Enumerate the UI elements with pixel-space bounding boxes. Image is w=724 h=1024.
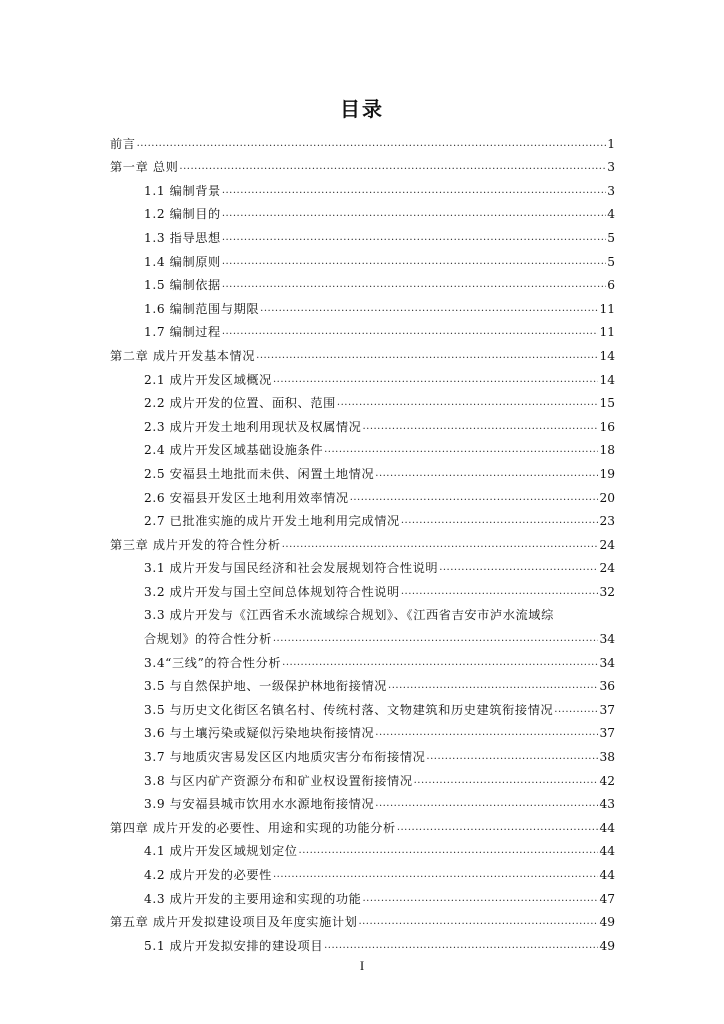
toc-leader-dots — [256, 349, 598, 364]
toc-section-entry[interactable] — [110, 883, 615, 907]
toc-entry-label: 2.4 成片开发区域基础设施条件 — [144, 443, 324, 458]
toc-entry-page-number: 4 — [607, 207, 615, 222]
toc-entry-label: 前言 — [110, 136, 136, 151]
toc-entry-page-number: 1 — [607, 136, 615, 151]
toc-section-entry[interactable] — [110, 293, 615, 317]
toc-section-entry[interactable] — [110, 553, 615, 577]
toc-entry-page-number: 6 — [607, 278, 615, 293]
toc-entry-label: 3.6 与土壤污染或疑似污染地块衔接情况 — [144, 726, 375, 741]
toc-section-entry[interactable] — [110, 199, 615, 223]
toc-entry-page-number: 44 — [599, 868, 615, 882]
toc-leader-dots — [282, 656, 598, 671]
toc-entry-page-number: 11 — [599, 325, 615, 340]
toc-section-entry[interactable] — [110, 671, 615, 695]
toc-chapter-entry[interactable] — [110, 152, 615, 176]
toc-entry-label: 第五章 成片开发拟建设项目及年度实施计划 — [110, 915, 358, 930]
toc-entry-label: 2.3 成片开发土地利用现状及权属情况 — [144, 419, 362, 434]
toc-entry-label: 5.1 成片开发拟安排的建设项目 — [144, 938, 324, 953]
toc-entry-label: 1.7 编制过程 — [144, 325, 221, 340]
toc-entry-label: 1.4 编制原则 — [144, 254, 221, 269]
toc-entry-label: 3.8 与区内矿产资源分布和矿业权设置衔接情况 — [144, 773, 413, 788]
toc-leader-dots — [426, 750, 598, 765]
toc-section-entry[interactable] — [110, 458, 615, 482]
toc-section-entry[interactable] — [110, 765, 615, 789]
toc-chapter-entry[interactable] — [110, 529, 615, 553]
toc-section-entry[interactable] — [110, 317, 615, 341]
toc-leader-dots — [401, 514, 599, 529]
toc-leader-dots — [222, 255, 606, 270]
toc-entry-page-number: 15 — [599, 396, 615, 411]
toc-chapter-entry[interactable] — [110, 907, 615, 931]
toc-entry-page-number: 5 — [607, 230, 615, 245]
toc-entry-page-number: 37 — [599, 726, 615, 741]
toc-leader-dots — [375, 797, 598, 812]
toc-section-entry[interactable] — [110, 718, 615, 742]
toc-section-entry[interactable] — [110, 600, 615, 624]
toc-leader-dots — [324, 443, 598, 458]
toc-section-entry[interactable] — [110, 364, 615, 388]
toc-leader-dots — [137, 137, 607, 152]
toc-entry-page-number: 34 — [599, 632, 615, 647]
toc-entry-page-number: 11 — [599, 301, 615, 316]
toc-entry-label: 4.1 成片开发区域规划定位 — [144, 844, 298, 859]
toc-leader-dots — [362, 420, 598, 435]
toc-entry-label: 1.3 指导思想 — [144, 230, 221, 245]
toc-section-entry[interactable] — [110, 859, 615, 883]
page-number: I — [359, 958, 365, 973]
toc-chapter-entry[interactable] — [110, 340, 615, 364]
toc-section-entry[interactable] — [110, 694, 615, 718]
toc-entry-page-number: 32 — [599, 584, 615, 599]
toc-leader-dots — [375, 726, 598, 741]
toc-section-entry[interactable] — [110, 789, 615, 813]
toc-leader-dots — [299, 844, 599, 859]
toc-entry-label: 3.2 成片开发与国土空间总体规划符合性说明 — [144, 584, 400, 599]
table-of-contents — [110, 128, 615, 954]
toc-section-entry[interactable] — [110, 623, 615, 647]
toc-entry-page-number: 43 — [599, 797, 615, 812]
toc-entry-label: 3.3 成片开发与《江西省禾水流域综合规划》、《江西省吉安市泸水流域综 — [144, 608, 554, 623]
toc-entry-page-number: 34 — [599, 655, 615, 670]
toc-entry-page-number: 49 — [599, 915, 615, 930]
toc-leader-dots — [375, 467, 598, 482]
toc-entry-label: 2.1 成片开发区域概况 — [144, 372, 272, 387]
toc-leader-dots — [388, 679, 598, 694]
toc-entry-page-number: 3 — [607, 183, 615, 198]
toc-leader-dots — [358, 915, 598, 930]
toc-entry-label: 1.5 编制依据 — [144, 278, 221, 293]
toc-entry-page-number: 36 — [599, 679, 615, 694]
toc-section-entry[interactable] — [110, 506, 615, 530]
toc-section-entry[interactable] — [110, 741, 615, 765]
toc-entry-page-number: 18 — [599, 443, 615, 458]
toc-entry-label: 2.7 已批准实施的成片开发土地利用完成情况 — [144, 514, 400, 529]
toc-section-entry[interactable] — [110, 435, 615, 459]
toc-entry-label: 3.1 成片开发与国民经济和社会发展规划符合性说明 — [144, 561, 439, 576]
toc-section-entry[interactable] — [110, 246, 615, 270]
toc-leader-dots — [260, 302, 598, 317]
toc-entry-label: 3.9 与安福县城市饮用水水源地衔接情况 — [144, 797, 375, 812]
toc-leader-dots — [337, 396, 599, 411]
toc-entry-page-number: 49 — [599, 938, 615, 953]
toc-entry-label: 2.2 成片开发的位置、面积、范围 — [144, 396, 336, 411]
toc-entry-page-number: 14 — [599, 348, 615, 363]
toc-leader-dots — [222, 278, 606, 293]
toc-entry-page-number: 38 — [599, 750, 615, 765]
toc-entry-page-number: 3 — [607, 160, 615, 175]
toc-leader-dots — [397, 821, 599, 836]
toc-section-entry[interactable] — [110, 222, 615, 246]
toc-leader-dots — [222, 325, 599, 340]
toc-entry-label: 3.7 与地质灾害易发区区内地质灾害分布衔接情况 — [144, 750, 426, 765]
toc-leader-dots — [350, 491, 599, 506]
toc-entry-label: 4.2 成片开发的必要性 — [144, 868, 272, 882]
toc-title: 目录 — [340, 97, 384, 121]
toc-entry-label: 合规划》的符合性分析 — [144, 632, 272, 647]
toc-entry-page-number: 47 — [599, 891, 615, 906]
toc-leader-dots — [222, 184, 606, 199]
toc-entry-label: 3.5 与自然保护地、一级保护林地衔接情况 — [144, 679, 388, 694]
toc-section-entry[interactable] — [110, 175, 615, 199]
toc-entry-label: 第三章 成片开发的符合性分析 — [110, 537, 281, 552]
toc-entry-label: 第四章 成片开发的必要性、用途和实现的功能分析 — [110, 820, 396, 835]
toc-entry-page-number: 23 — [599, 514, 615, 529]
toc-entry-page-number: 24 — [599, 537, 615, 552]
toc-section-entry[interactable] — [110, 576, 615, 600]
toc-leader-dots — [222, 207, 606, 222]
toc-leader-dots — [273, 632, 599, 647]
toc-leader-dots — [414, 774, 599, 789]
toc-section-entry[interactable] — [110, 836, 615, 860]
toc-entry-label: 3.4“三线”的符合性分析 — [144, 655, 282, 670]
toc-entry-label: 第二章 成片开发基本情况 — [110, 348, 256, 363]
toc-leader-dots — [273, 373, 599, 388]
toc-entry-page-number: 42 — [599, 773, 615, 788]
toc-section-entry[interactable] — [110, 647, 615, 671]
toc-leader-dots — [401, 585, 599, 600]
toc-entry-label: 第一章 总则 — [110, 160, 179, 175]
toc-leader-dots — [362, 892, 598, 907]
toc-entry-label: 4.3 成片开发的主要用途和实现的功能 — [144, 891, 362, 906]
toc-entry-page-number: 14 — [599, 372, 615, 387]
toc-entry-page-number: 44 — [599, 820, 615, 835]
toc-entry-label: 1.2 编制目的 — [144, 207, 221, 222]
toc-leader-dots — [179, 160, 606, 175]
toc-leader-dots — [554, 703, 598, 718]
toc-entry-page-number: 44 — [599, 844, 615, 859]
toc-entry-page-number: 37 — [599, 702, 615, 717]
toc-section-entry[interactable] — [110, 482, 615, 506]
toc-chapter-entry[interactable] — [110, 128, 615, 152]
toc-entry-page-number: 24 — [599, 561, 615, 576]
toc-chapter-entry[interactable] — [110, 812, 615, 836]
toc-entry-page-number: 19 — [599, 466, 615, 481]
toc-entry-label: 1.1 编制背景 — [144, 183, 221, 198]
toc-entry-page-number: 20 — [599, 490, 615, 505]
toc-section-entry[interactable] — [110, 388, 615, 412]
toc-entry-label: 2.5 安福县土地批而未供、闲置土地情况 — [144, 466, 375, 481]
toc-entry-label: 2.6 安福县开发区土地利用效率情况 — [144, 490, 349, 505]
toc-section-entry[interactable] — [110, 270, 615, 294]
toc-leader-dots — [439, 561, 598, 576]
toc-section-entry[interactable] — [110, 930, 615, 954]
toc-entry-page-number: 16 — [599, 419, 615, 434]
toc-leader-dots — [324, 939, 598, 954]
toc-entry-label: 1.6 编制范围与期限 — [144, 301, 260, 316]
toc-section-entry[interactable] — [110, 411, 615, 435]
toc-leader-dots — [222, 231, 606, 246]
toc-leader-dots — [273, 868, 599, 883]
toc-entry-page-number: 5 — [607, 254, 615, 269]
toc-entry-label: 3.5 与历史文化街区名镇名村、传统村落、文物建筑和历史建筑衔接情况 — [144, 702, 554, 717]
toc-leader-dots — [282, 538, 599, 553]
